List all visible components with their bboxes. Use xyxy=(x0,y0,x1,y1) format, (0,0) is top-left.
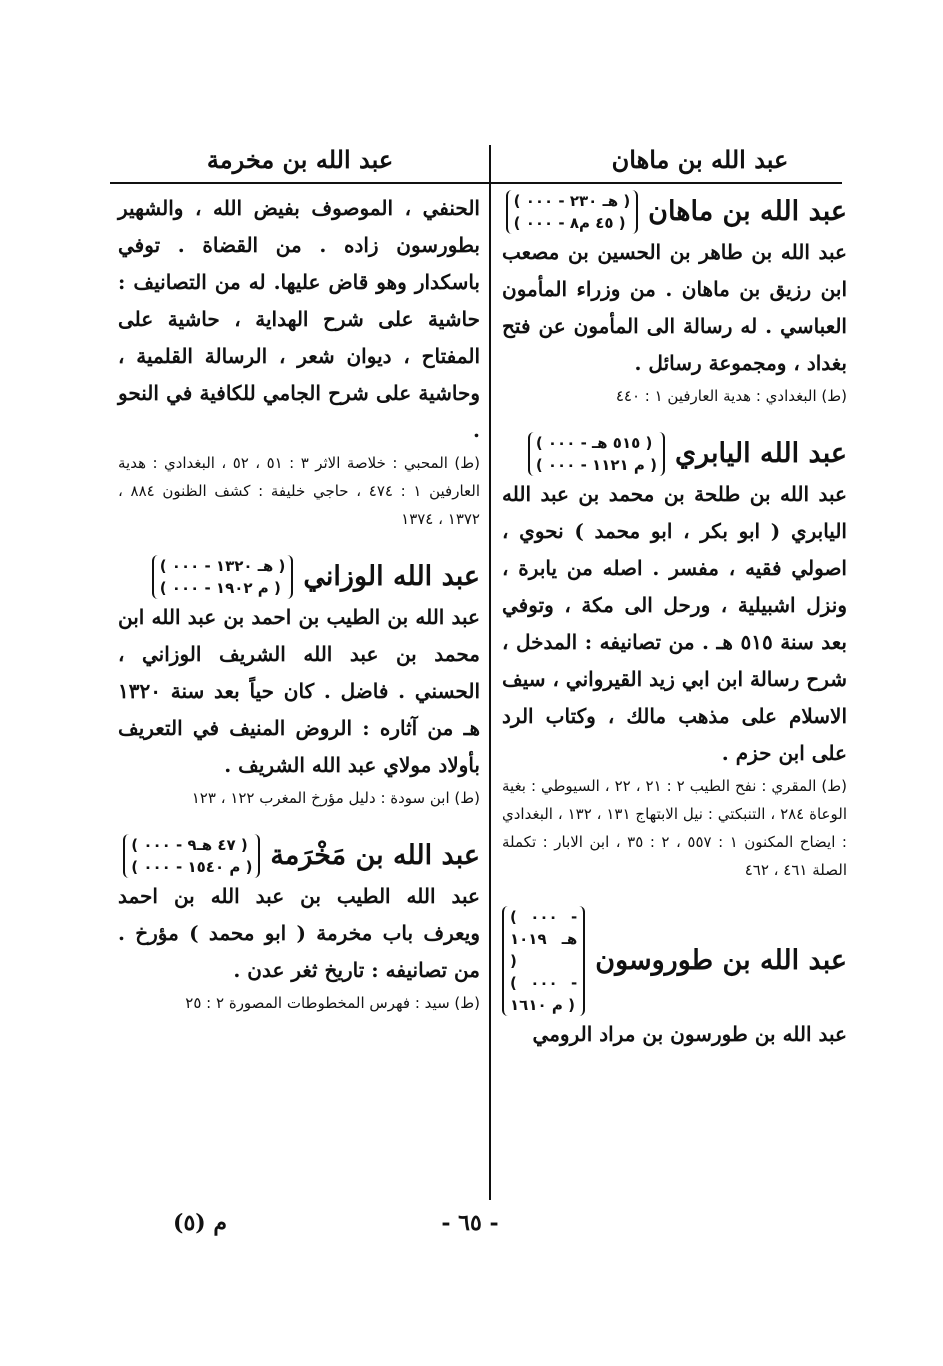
entry-reference: (ط) المقري : نفح الطيب ۲ : ۲۱ ، ۲۲ ، السيوطي : بغية الوعاة ۲۸٤ ، التنبكتي : نيل الابتهاج ۱۳۱ ، ۱۳۲ ، البغدادي : ايضاح المكنون ۱ : ٥٥٧ ، ۲ : ۳٥ ، ابن الابار : تكملة الصلة ٤٦۱ ، ٤٦۲ xyxy=(502,777,847,879)
entry-title: عبد الله بن طوروسون xyxy=(595,945,847,976)
date-gregorian: ( ۰۰۰ - ۱٦۱۰ م ) xyxy=(510,974,578,1014)
date-hijri: ( ۰۰۰ - ۹٤٧ هـ ) xyxy=(131,836,248,854)
date-hijri: ( ۰۰۰ - ۱۳۲۰ هـ ) xyxy=(159,557,286,575)
entry-dates xyxy=(506,190,639,234)
entry-ibn-makhrama xyxy=(118,834,480,1017)
entry-continuation xyxy=(118,190,480,533)
date-gregorian: ( ۰۰۰ - ۱۱۲۱ م ) xyxy=(535,456,657,474)
entry-dates xyxy=(528,432,665,476)
page-number: - ٦٥ - xyxy=(441,1210,499,1236)
entry-title: عبد الله بن ماهان xyxy=(648,196,847,227)
entry-reference: (ط) سيد : فهرس المخطوطات المصورة ۲ : ۲٥ xyxy=(185,994,480,1012)
date-hijri: ( ۰۰۰ - ۲۳۰ هـ ) xyxy=(513,192,631,210)
sheet-mark: م (٥) xyxy=(173,1210,227,1236)
date-gregorian: ( ۰۰۰ - ۱۹۰۲ م ) xyxy=(159,579,281,597)
running-header-left: عبد الله بن مخرمة xyxy=(206,145,394,174)
entry-heading xyxy=(502,906,847,1016)
entry-body: عبد الله بن الطيب بن احمد بن عبد الله ابن محمد بن عبد الله الشريف الوزاني ، الحسني . فاضل . كان حياً بعد سنة ۱۳۲۰ هـ من آثاره : الروض المنيف في التعريف بأولاد مولاي عبد الله الشريف . xyxy=(118,605,480,777)
running-header-right: عبد الله بن ماهان xyxy=(611,145,789,174)
date-hijri: ( ۰۰۰ - ٥١٥ هـ ) xyxy=(535,434,653,452)
right-column xyxy=(502,190,847,1053)
entry-title: عبد الله بن مَخْرَمة xyxy=(270,840,480,871)
entry-ibn-mahan xyxy=(502,190,847,410)
entry-al-yabiri xyxy=(502,432,847,884)
entry-al-wazzani xyxy=(118,555,480,812)
entry-body: عبد الله بن طورسون بن مراد الرومي xyxy=(532,1022,847,1046)
entry-body: الحنفي ، الموصوف بفيض الله ، والشهير بطورسون زاده . من القضاة . توفي باسكدار وهو قاض عليها. له من التصانيف : حاشية على شرح الهداية ، حاشية على المفتاح ، ديوان شعر ، الرسالة القلمية ، وحاشية على شرح الجامي للكافية في النحو . xyxy=(118,196,480,442)
entry-title: عبد الله الوزاني xyxy=(303,561,480,592)
date-hijri: ( ۰۰۰ - ۱۰۱۹ هـ ) xyxy=(510,908,578,970)
entry-heading xyxy=(118,834,480,878)
entry-body: عبد الله بن طاهر بن الحسين بن مصعب ابن رزيق بن ماهان . من وزراء المأمون العباسي . له رسالة الى المأمون عن فتح بغداد ، ومجموعة رسائل . xyxy=(502,240,847,375)
entry-ibn-turusun xyxy=(502,906,847,1053)
entry-heading xyxy=(502,432,847,476)
entry-body: عبد الله بن طلحة بن محمد بن عبد الله اليابري ( ابو بكر ، ابو محمد ) نحوي ، اصولي فقيه ، مفسر . اصله من يابرة ، ونزل اشبيلية ، ورحل الى مكة ، وتوفي بعد سنة ٥١٥ هـ . من تصانيفه : المدخل ، شرح رسالة ابن ابي زيد القيرواني ، سيف الاسلام على مذهب مالك ، وكتاب الرد على ابن حزم . xyxy=(502,482,847,765)
entry-heading xyxy=(502,190,847,234)
entry-dates xyxy=(123,834,260,878)
entry-reference: (ط) المحبي : خلاصة الاثر ۳ : ٥۱ ، ٥۲ ، البغدادي : هدية العارفين ۱ : ٤٧٤ ، حاجي خليفة : كشف الظنون ۸۸٤ ، ۱۳۷۲ ، ۱۳۷٤ xyxy=(118,454,481,528)
date-gregorian: ( ۰۰۰ - ۱٥٤۰ م ) xyxy=(131,858,253,876)
entry-heading xyxy=(118,555,480,599)
left-column xyxy=(118,190,480,1017)
header-rule xyxy=(110,182,842,184)
entry-title: عبد الله اليابري xyxy=(674,438,847,469)
date-gregorian: ( ۰۰۰ - ۸٤٥ م ) xyxy=(513,214,626,232)
entry-dates xyxy=(152,555,294,599)
entry-dates xyxy=(502,906,585,1016)
column-divider xyxy=(489,145,491,1200)
entry-reference: (ط) البغدادي : هدية العارفين ۱ : ٤٤٠ xyxy=(615,387,847,405)
entry-reference: (ط) ابن سودة : دليل مؤرخ المغرب ۱۲۲ ، ۱۲۳ xyxy=(191,789,480,807)
entry-body: عبد الله الطيب بن عبد الله بن احمد ويعرف باب مخرمة ( ابو محمد ) مؤرخ . من تصانيفه : تاريخ ثغر عدن . xyxy=(118,884,480,982)
